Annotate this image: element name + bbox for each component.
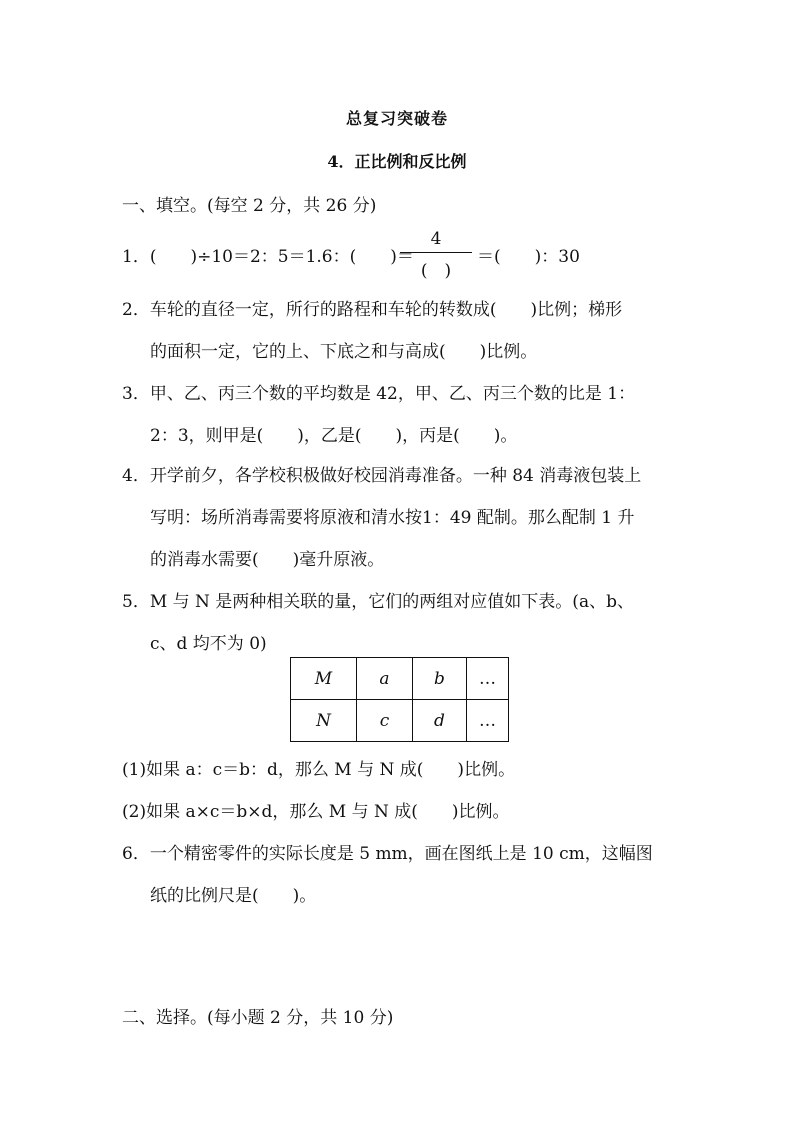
q4-line2: 写明：场所消毒需要将原液和清水按1：49 配制。那么配制 1 升 xyxy=(150,508,635,528)
q1-text-before: 1．( )÷10＝2：5＝1.6：( )＝ xyxy=(122,247,414,267)
q4-line1: 4．开学前夕，各学校积极做好校园消毒准备。一种 84 消毒液包装上 xyxy=(122,466,642,486)
table-row xyxy=(291,658,509,700)
q5-sub2: (2)如果 a×c＝b×d，那么 M 与 N 成( )比例。 xyxy=(122,802,510,822)
q2-line2: 的面积一定，它的上、下底之和与高成( )比例。 xyxy=(150,342,538,362)
paper-subtitle: 4．正比例和反比例 xyxy=(327,152,467,171)
table-cell: … xyxy=(467,658,509,700)
q3-line1: 3．甲、乙、丙三个数的平均数是 42，甲、乙、丙三个数的比是 1： xyxy=(122,384,636,404)
table-cell: c xyxy=(357,700,413,742)
q5-table xyxy=(290,657,509,742)
q1-fraction-denominator: ( ) xyxy=(420,261,452,281)
table-cell: N xyxy=(291,700,357,742)
table-cell: a xyxy=(357,658,413,700)
q5-line1: 5．M 与 N 是两种相关联的量，它们的两组对应值如下表。(a、b、 xyxy=(122,592,634,612)
q6-line1: 6．一个精密零件的实际长度是 5 mm，画在图纸上是 10 cm，这幅图 xyxy=(122,844,653,864)
q1-fraction xyxy=(396,227,476,281)
section1-heading: 一、填空。(每空 2 分，共 26 分) xyxy=(122,196,377,216)
q1-fraction-numerator: 4 xyxy=(430,229,442,249)
q6-line2: 纸的比例尺是( )。 xyxy=(150,886,317,906)
q5-sub1: (1)如果 a：c＝b：d，那么 M 与 N 成( )比例。 xyxy=(122,760,516,780)
q5-line2: c、d 均不为 0) xyxy=(150,634,267,654)
table-cell: M xyxy=(291,658,357,700)
q1-fraction-bar xyxy=(400,252,472,253)
section2-heading: 二、选择。(每小题 2 分，共 10 分) xyxy=(122,1008,394,1028)
table-cell: d xyxy=(413,700,467,742)
table-cell: … xyxy=(467,700,509,742)
q3-line2: 2：3，则甲是( )，乙是( )，丙是( )。 xyxy=(150,426,518,446)
table-cell: b xyxy=(413,658,467,700)
q2-line1: 2．车轮的直径一定，所行的路程和车轮的转数成( )比例；梯形 xyxy=(122,300,623,320)
q4-line3: 的消毒水需要( )毫升原液。 xyxy=(150,550,385,570)
table-row xyxy=(291,700,509,742)
q1-text-after: ＝( )：30 xyxy=(477,247,580,267)
paper-title: 总复习突破卷 xyxy=(345,109,448,128)
